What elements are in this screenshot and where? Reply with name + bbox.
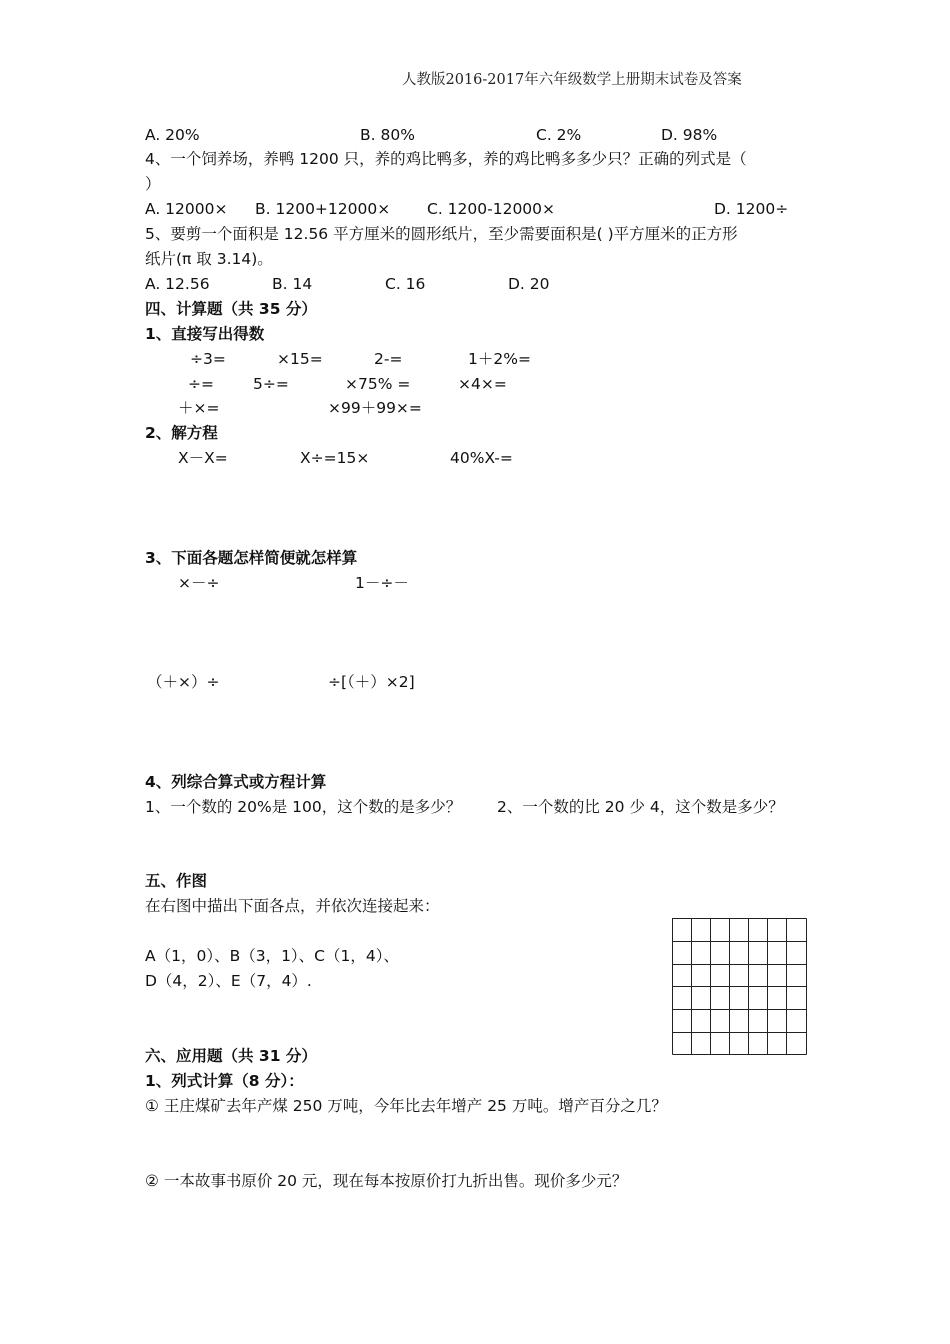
q5-text: 5、要剪一个面积是 12.56 平方厘米的圆形纸片，至少需要面积是( )平方厘米的正方形 bbox=[145, 225, 738, 243]
calc-item: ÷3= bbox=[190, 350, 226, 368]
section-6-title bbox=[145, 1046, 317, 1066]
drawing-instruction: 在右图中描出下面各点，并依次连接起来： bbox=[145, 897, 440, 915]
calc-item: ＋×= bbox=[178, 399, 220, 417]
points-line-1: A（1，0）、B（3，1）、C（1，4）、 bbox=[145, 947, 399, 965]
section-5-title: 五、作图 bbox=[145, 872, 208, 890]
q4-option-c: C. 1200-12000× bbox=[427, 200, 556, 218]
part-1-title: 1、直接写出得数 bbox=[145, 325, 265, 343]
q4-text: 4、一个饲养场，养鸭 1200 只，养的鸡比鸭多，养的鸡比鸭多多少只？正确的列式是（ bbox=[145, 150, 747, 168]
section-4-title-num: 35 bbox=[258, 300, 281, 318]
part-title-num: 8 bbox=[248, 1072, 260, 1090]
equation-item: 40%X-= bbox=[450, 449, 513, 467]
section-4-title-post: 分） bbox=[280, 300, 317, 318]
word-problem-1: 1、一个数的 20%是 100，这个数的是多少？ bbox=[145, 798, 462, 816]
part-2-title: 2、解方程 bbox=[145, 424, 218, 442]
part-title-pre: 1、列式计算（ bbox=[145, 1072, 249, 1090]
calc-item: ×15= bbox=[277, 350, 323, 368]
q4-option-d: D. 1200÷ bbox=[714, 200, 789, 218]
simplify-item: 1－÷－ bbox=[355, 574, 409, 592]
part-title-post: 分）： bbox=[259, 1072, 304, 1090]
q3-option-b: B. 80% bbox=[360, 126, 415, 144]
equation-item: X－X= bbox=[178, 449, 228, 467]
q3-option-a: A. 20% bbox=[145, 126, 200, 144]
section-6-title-pre: 六、应用题（共 bbox=[145, 1047, 259, 1065]
calc-item: ×99＋99×= bbox=[328, 399, 422, 417]
section-6-title-num: 31 bbox=[258, 1047, 281, 1065]
q5-text-cont: 纸片(π 取 3.14)。 bbox=[145, 250, 273, 268]
calc-item: 1＋2%= bbox=[468, 350, 531, 368]
section-4-title bbox=[145, 299, 317, 319]
application-question-1: ① 王庄煤矿去年产煤 250 万吨，今年比去年增产 25 万吨。增产百分之几？ bbox=[145, 1097, 667, 1115]
simplify-item: （＋×）÷ bbox=[147, 673, 220, 691]
q5-option-c: C. 16 bbox=[385, 275, 426, 293]
calc-item: ÷= bbox=[188, 375, 214, 393]
q3-option-d: D. 98% bbox=[661, 126, 718, 144]
calc-item: ×75% = bbox=[345, 375, 411, 393]
q5-option-b: B. 14 bbox=[272, 275, 313, 293]
calc-item: ×4×= bbox=[458, 375, 507, 393]
coordinate-grid bbox=[672, 918, 806, 1054]
q4-option-b: B. 1200+12000× bbox=[255, 200, 391, 218]
q4-option-a: A. 12000× bbox=[145, 200, 228, 218]
word-problem-2: 2、一个数的比 20 少 4，这个数是多少？ bbox=[497, 798, 784, 816]
part-3-title: 3、下面各题怎样简便就怎样算 bbox=[145, 549, 358, 567]
q4-text-cont: ） bbox=[145, 175, 161, 193]
points-line-2: D（4，2）、E（7，4）. bbox=[145, 972, 312, 990]
q5-option-a: A. 12.56 bbox=[145, 275, 210, 293]
calc-item: 5÷= bbox=[253, 375, 289, 393]
application-question-2: ② 一本故事书原价 20 元，现在每本按原价打九折出售。现价多少元？ bbox=[145, 1172, 628, 1190]
simplify-item: ×－÷ bbox=[178, 574, 220, 592]
section-6-part-1-title bbox=[145, 1071, 304, 1091]
document-header: 人教版2016-2017年六年级数学上册期末试卷及答案 bbox=[402, 72, 742, 88]
part-4-title: 4、列综合算式或方程计算 bbox=[145, 773, 327, 791]
calc-item: 2-= bbox=[374, 350, 403, 368]
simplify-item: ÷[（＋）×2] bbox=[328, 673, 415, 691]
q3-option-c: C. 2% bbox=[536, 126, 582, 144]
section-6-title-post: 分） bbox=[280, 1047, 317, 1065]
section-4-title-pre: 四、计算题（共 bbox=[145, 300, 259, 318]
q5-option-d: D. 20 bbox=[508, 275, 550, 293]
equation-item: X÷=15× bbox=[300, 449, 370, 467]
grid-lines bbox=[672, 918, 807, 1055]
